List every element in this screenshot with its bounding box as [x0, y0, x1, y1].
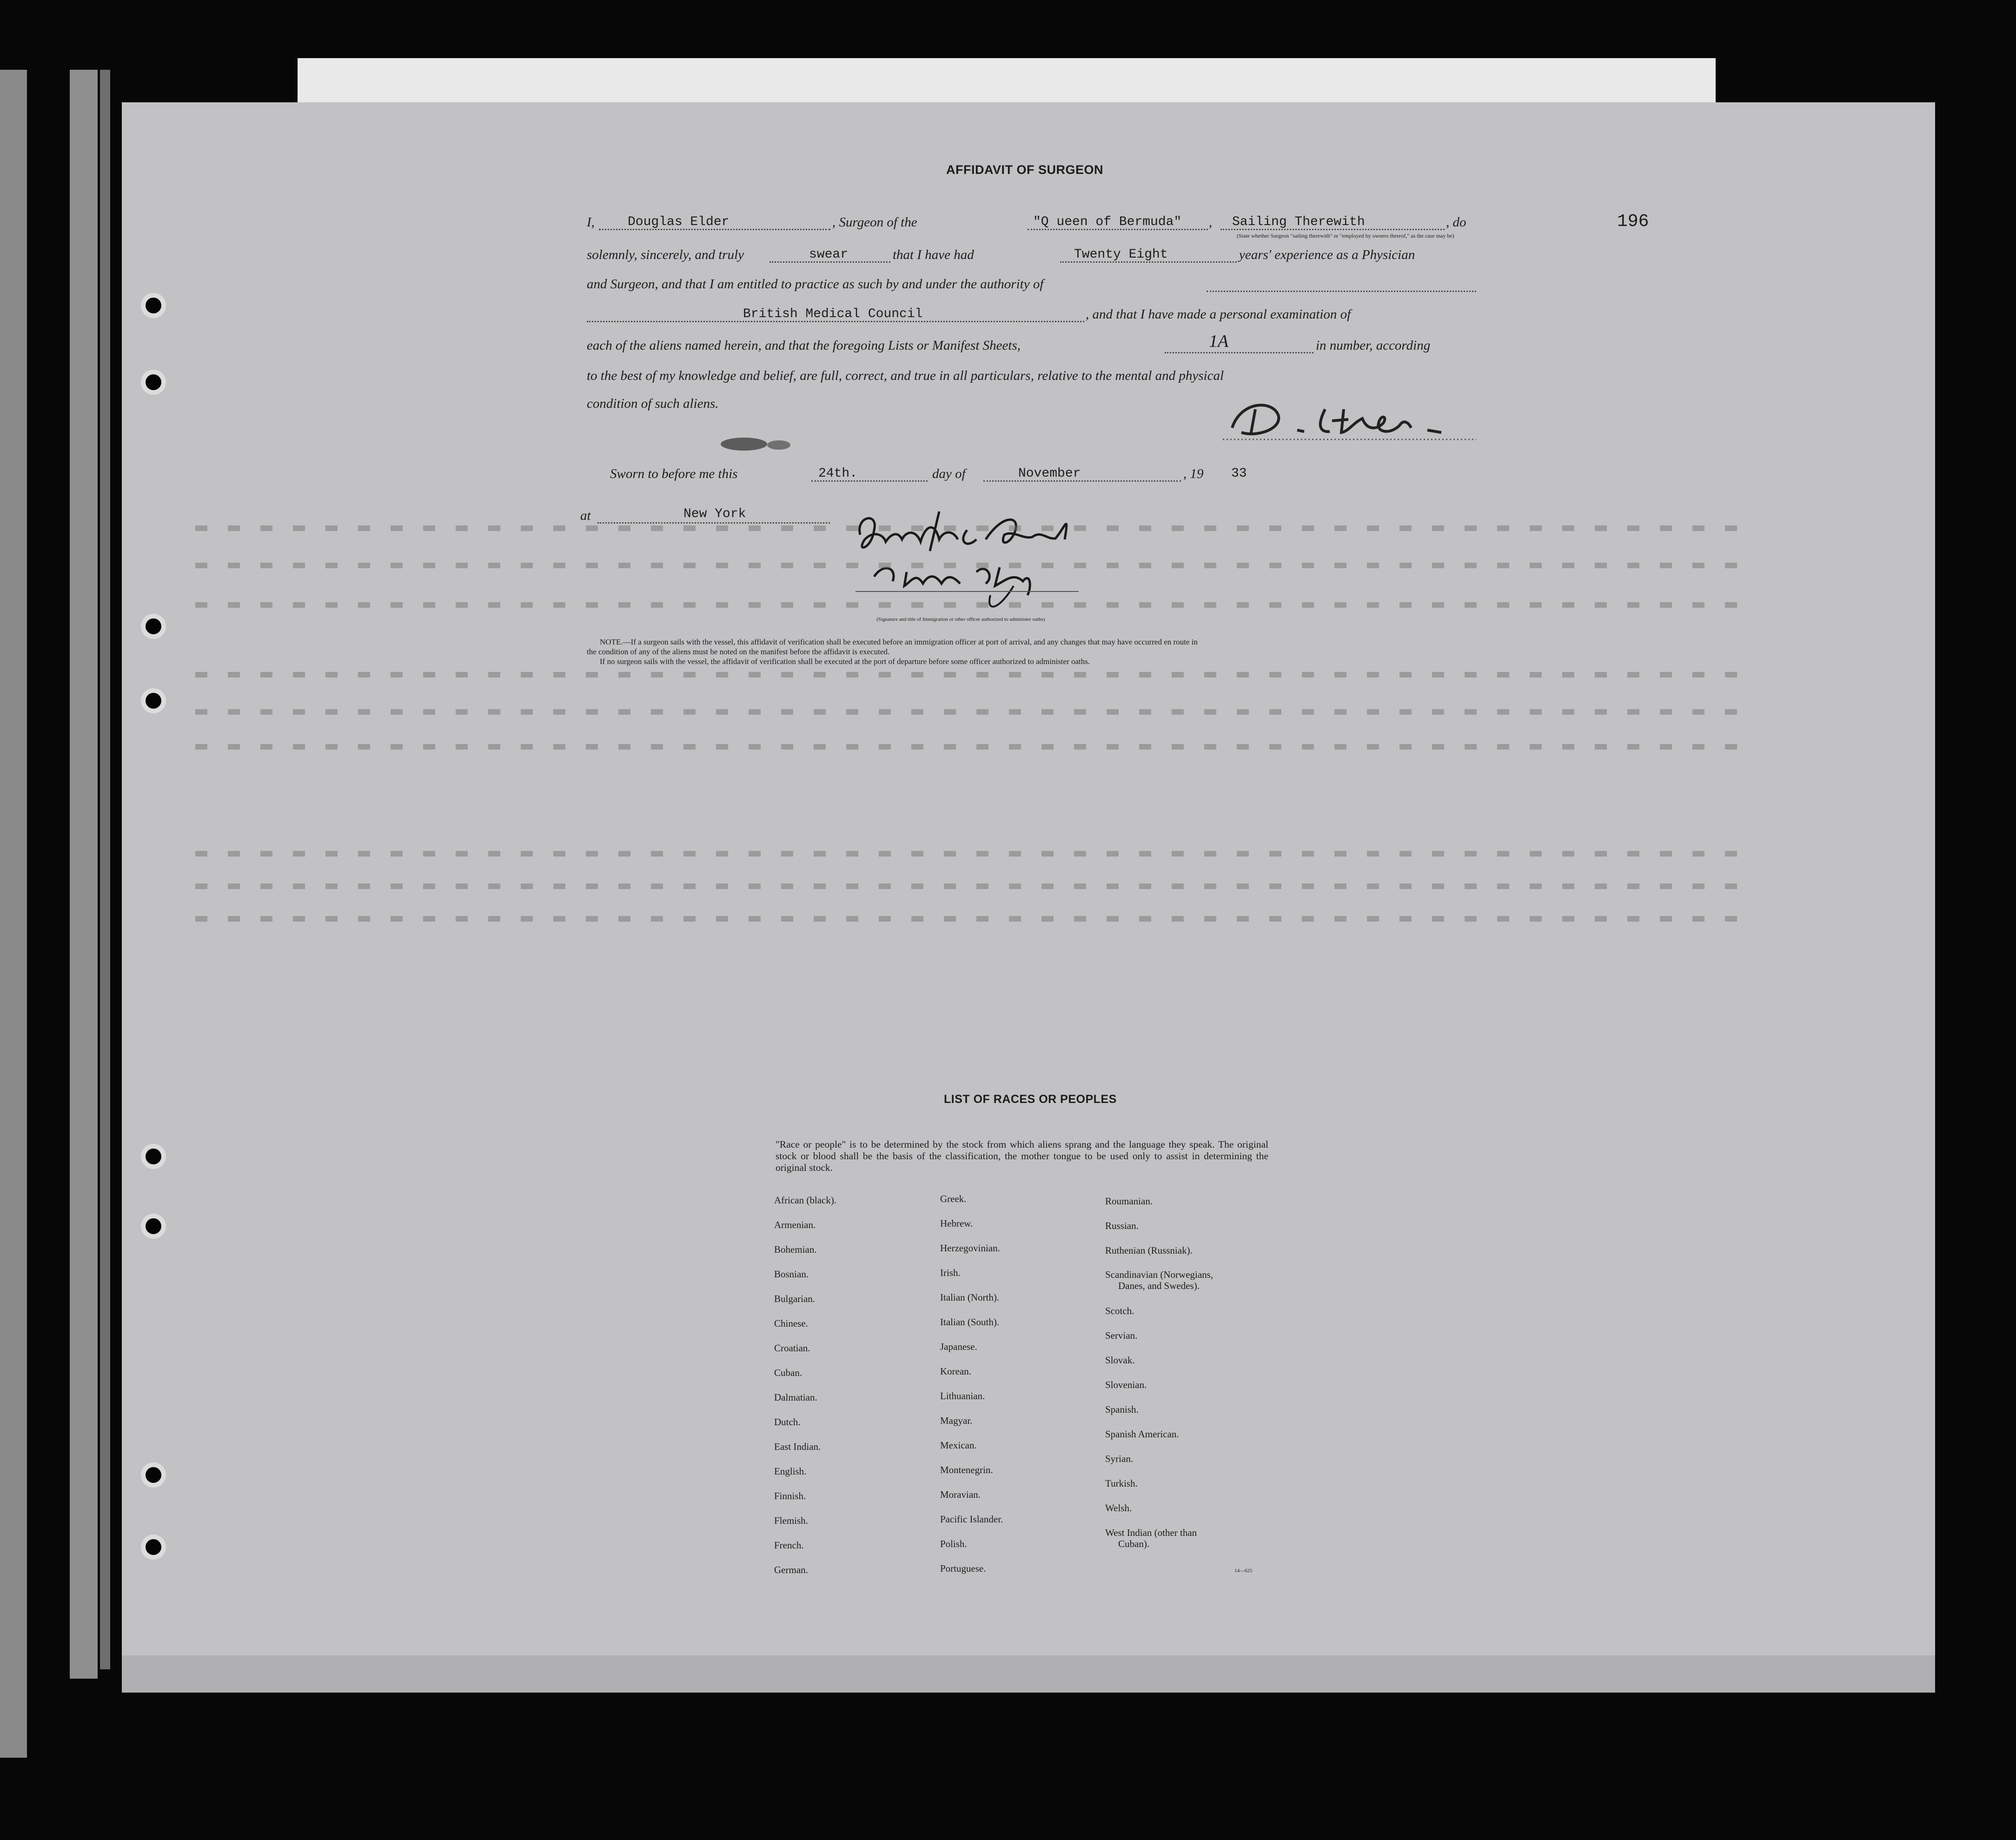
text: to the best of my knowledge and belief, are full, correct, and true in all particulars, relative to the mental and physical	[587, 368, 1224, 383]
race-item: African (black).	[774, 1195, 837, 1206]
text: and Surgeon, and that I am entitled to practice as such by and under the authority of	[587, 277, 1044, 292]
binder-strip-inner	[100, 70, 110, 1669]
race-item: Flemish.	[774, 1515, 808, 1526]
race-item: Slovak.	[1105, 1355, 1135, 1366]
race-item: Dutch.	[774, 1416, 801, 1428]
race-item: Danes, and Swedes).	[1118, 1280, 1200, 1291]
race-item: Bosnian.	[774, 1269, 809, 1280]
page-number: 196	[1617, 212, 1649, 232]
text: , Surgeon of the	[832, 215, 917, 230]
races-intro: "Race or people" is to be determined by the stock from which aliens sprang and the language they speak. The original stock or blood shall be the basis of the classification, the mother tongue to be used only to assist in determining the original stock.	[776, 1139, 1268, 1173]
race-item: Scandinavian (Norwegians,	[1105, 1269, 1214, 1280]
status-note: (State whether Surgeon "sailing therewith" or "employed by owners thereof," as the case may be)	[1237, 232, 1454, 239]
punch-hole	[146, 1149, 161, 1164]
text: in number, according	[1316, 338, 1431, 353]
text: years' experience as a Physician	[1239, 247, 1415, 262]
page-bottom-edge	[122, 1655, 1935, 1693]
race-item: Croatian.	[774, 1342, 810, 1354]
race-item: East Indian.	[774, 1441, 821, 1452]
fill-line	[983, 480, 1181, 482]
text: condition of such aliens.	[587, 396, 719, 411]
text: , and that I have made a personal examination of	[1086, 307, 1351, 322]
sworn-month: November	[1018, 466, 1081, 481]
text: , 19	[1183, 466, 1204, 481]
authority: British Medical Council	[743, 307, 923, 321]
text: solemnly, sincerely, and truly	[587, 247, 744, 262]
race-item: Italian (North).	[940, 1292, 1000, 1303]
fill-line	[1207, 291, 1476, 292]
race-item: Bohemian.	[774, 1244, 817, 1255]
sailing-status: Sailing Therewith	[1232, 215, 1365, 229]
race-item: Italian (South).	[940, 1316, 1000, 1328]
race-item: Welsh.	[1105, 1502, 1132, 1514]
race-item: Japanese.	[940, 1341, 977, 1352]
race-item: Herzegovinian.	[940, 1242, 1000, 1254]
race-item: Spanish American.	[1105, 1428, 1179, 1440]
race-item: Korean.	[940, 1366, 972, 1377]
race-item: Bulgarian.	[774, 1293, 816, 1304]
race-item: Magyar.	[940, 1415, 973, 1426]
bleed-through	[195, 516, 1776, 925]
surgeon-name: Douglas Elder	[628, 215, 729, 229]
affidavit-title: AFFIDAVIT OF SURGEON	[946, 163, 1103, 177]
race-item: Armenian.	[774, 1219, 816, 1230]
text: at	[580, 508, 591, 523]
punch-hole	[146, 618, 161, 634]
race-item: English.	[774, 1466, 807, 1477]
races-title: LIST OF RACES OR PEOPLES	[944, 1093, 1117, 1106]
sworn-day: 24th.	[818, 466, 858, 481]
binder-strip-left	[0, 70, 27, 1758]
race-item: Turkish.	[1105, 1478, 1138, 1489]
race-item: Spanish.	[1105, 1404, 1139, 1415]
race-item: Cuban).	[1118, 1538, 1150, 1549]
note-line-3: If no surgeon sails with the vessel, the affidavit of verification shall be executed at the port of departure before some officer authorized to administer oaths.	[600, 657, 1090, 666]
race-item: Portuguese.	[940, 1563, 986, 1574]
race-item: Cuban.	[774, 1367, 802, 1378]
race-item: Russian.	[1105, 1220, 1139, 1231]
race-item: Slovenian.	[1105, 1379, 1147, 1390]
text: I,	[587, 215, 595, 230]
fill-line	[1165, 352, 1313, 353]
race-item: Chinese.	[774, 1318, 808, 1329]
race-item: Scotch.	[1105, 1305, 1134, 1316]
race-item: Syrian.	[1105, 1453, 1134, 1464]
text: that I have had	[893, 247, 974, 262]
punch-hole	[146, 1218, 161, 1234]
punch-hole	[146, 1467, 161, 1483]
officer-caption: (Signature and title of Immigration or other officer authorized to administer oaths)	[876, 617, 1045, 622]
race-item: Ruthenian (Russniak).	[1105, 1245, 1193, 1256]
punch-hole	[146, 693, 161, 709]
race-item: Hebrew.	[940, 1218, 973, 1229]
text: ,	[1209, 215, 1213, 230]
race-item: Montenegrin.	[940, 1464, 993, 1475]
text: , do	[1446, 215, 1466, 230]
race-item: Greek.	[940, 1193, 967, 1204]
race-item: German.	[774, 1564, 808, 1575]
stamp-mark	[716, 430, 800, 458]
race-item: Irish.	[940, 1267, 961, 1278]
binder-strip-middle	[70, 70, 98, 1679]
race-item: Moravian.	[940, 1489, 981, 1500]
race-item: Lithuanian.	[940, 1390, 985, 1402]
text: Sworn to before me this	[610, 466, 738, 481]
note-line-1: NOTE.—If a surgeon sails with the vessel, this affidavit of verification shall be executed before an immigration officer at port of arrival, and any changes that may have occurred en route in	[600, 638, 1198, 646]
race-item: Polish.	[940, 1538, 967, 1549]
surgeon-signature	[1223, 391, 1483, 446]
race-item: French.	[774, 1540, 804, 1551]
race-item: West Indian (other than	[1105, 1527, 1197, 1538]
form-code: 14—625	[1234, 1568, 1253, 1574]
race-item: Roumanian.	[1105, 1196, 1153, 1207]
vessel-name: "Q ueen of Bermuda"	[1033, 215, 1182, 229]
back-sheet-edge	[298, 58, 1716, 105]
years-experience: Twenty Eight	[1074, 247, 1168, 262]
sworn-year: 33	[1231, 466, 1247, 481]
oath: swear	[809, 247, 849, 262]
punch-hole	[146, 374, 161, 390]
sheets-count: 1A	[1209, 332, 1229, 351]
race-item: Dalmatian.	[774, 1392, 817, 1403]
text: each of the aliens named herein, and that the foregoing Lists or Manifest Sheets,	[587, 338, 1021, 353]
note-line-2: the condition of any of the aliens must be noted on the manifest before the affidavit is executed.	[587, 647, 890, 656]
punch-hole	[146, 1539, 161, 1555]
place: New York	[683, 507, 746, 521]
race-item: Finnish.	[774, 1490, 806, 1501]
race-item: Servian.	[1105, 1330, 1138, 1341]
race-item: Pacific Islander.	[940, 1514, 1003, 1525]
race-item: Mexican.	[940, 1440, 977, 1451]
text: day of	[932, 466, 966, 481]
punch-hole	[146, 298, 161, 313]
